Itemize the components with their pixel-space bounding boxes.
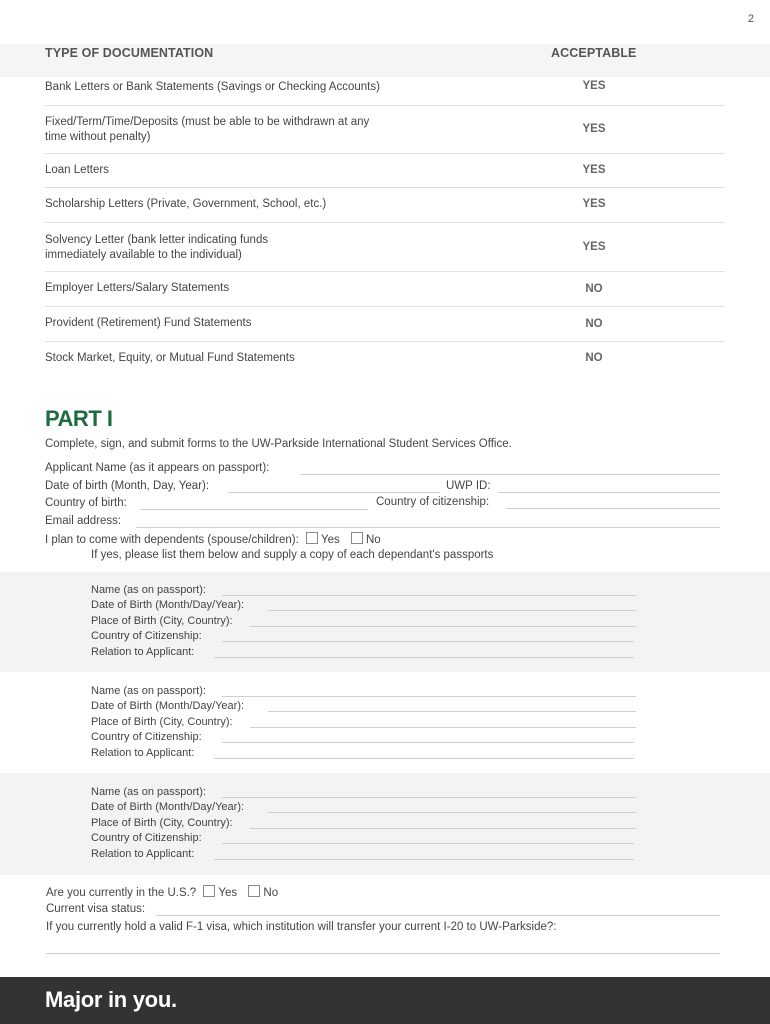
row-text: Solvency Letter (bank letter indicating funds immediately available to the individual)	[45, 234, 269, 261]
in-us-no-checkbox[interactable]	[248, 885, 260, 897]
dob-label: Date of birth (Month, Day, Year):	[45, 480, 210, 492]
dependents-yes-checkbox[interactable]	[306, 532, 318, 544]
dep-pob-label: Place of Birth (City, Country):	[91, 615, 233, 627]
part-title: PART I	[45, 406, 113, 431]
dep-citizenship-field[interactable]	[222, 641, 634, 642]
yes-label: Yes	[321, 534, 340, 546]
dep-citizenship-field[interactable]	[222, 742, 634, 743]
dep-dob-label: Date of Birth (Month/Day/Year):	[91, 801, 245, 813]
dep-relation-field[interactable]	[214, 657, 634, 658]
dep-pob-label: Place of Birth (City, Country):	[91, 817, 233, 829]
country-birth-label: Country of birth:	[45, 497, 127, 509]
dep-citizenship-field[interactable]	[222, 843, 634, 844]
dep-relation-label: Relation to Applicant:	[91, 747, 195, 759]
header-type: TYPE OF DOCUMENTATION	[45, 46, 214, 60]
uwp-id-label: UWP ID:	[446, 480, 491, 492]
row-text: Scholarship Letters (Private, Government, School, etc.)	[45, 198, 327, 210]
page-number: 2	[747, 13, 754, 25]
in-us-label: Are you currently in the U.S.?	[46, 887, 197, 899]
row-value: NO	[585, 318, 603, 330]
table-row	[45, 307, 725, 342]
visa-status-label: Current visa status:	[46, 903, 146, 915]
dep-relation-label: Relation to Applicant:	[91, 848, 195, 860]
dep-name-label: Name (as on passport):	[91, 584, 206, 596]
email-field[interactable]	[136, 527, 720, 528]
in-us-question	[46, 885, 278, 899]
dep-pob-label: Place of Birth (City, Country):	[91, 716, 233, 728]
dep-citizenship-label: Country of Citizenship:	[91, 832, 202, 844]
dob-field[interactable]	[228, 492, 440, 493]
dep-name-field[interactable]	[222, 595, 636, 596]
footer-bar	[0, 977, 770, 1024]
table-row	[45, 342, 725, 376]
dependents-question	[45, 532, 381, 546]
country-birth-field[interactable]	[140, 509, 368, 510]
row-text: Stock Market, Equity, or Mutual Fund Statements	[45, 352, 295, 364]
dep-citizenship-label: Country of Citizenship:	[91, 630, 202, 642]
row-value: YES	[582, 123, 606, 135]
row-text: Provident (Retirement) Fund Statements	[45, 317, 252, 329]
visa-status-field[interactable]	[156, 915, 720, 916]
dep-dob-label: Date of Birth (Month/Day/Year):	[91, 599, 245, 611]
dep-relation-field[interactable]	[214, 859, 634, 860]
dep-pob-field[interactable]	[250, 727, 636, 728]
dep-dob-field[interactable]	[268, 812, 636, 813]
dependent-block-2	[0, 672, 770, 773]
dep-dob-field[interactable]	[268, 610, 636, 611]
email-label: Email address:	[45, 515, 122, 527]
table-row	[45, 272, 725, 307]
dep-relation-label: Relation to Applicant:	[91, 646, 195, 658]
dep-name-field[interactable]	[222, 696, 636, 697]
dep-pob-field[interactable]	[250, 828, 636, 829]
row-value: NO	[585, 352, 603, 364]
documentation-table	[0, 44, 770, 376]
table-header	[0, 44, 770, 77]
uwp-id-field[interactable]	[498, 492, 720, 493]
footer-tagline: Major in you.	[45, 987, 177, 1012]
f1-institution-field[interactable]	[46, 953, 720, 954]
row-value: YES	[582, 241, 606, 253]
row-value: YES	[582, 198, 606, 210]
dep-name-label: Name (as on passport):	[91, 786, 206, 798]
dependent-block-1	[0, 572, 770, 672]
row-text: Fixed/Term/Time/Deposits (must be able to be withdrawn at any time without penalty)	[45, 116, 370, 143]
table-row	[45, 106, 725, 154]
table-row	[45, 223, 725, 272]
header-acceptable: ACCEPTABLE	[551, 46, 637, 60]
row-value: YES	[582, 164, 606, 176]
applicant-name-label: Applicant Name (as it appears on passport):	[45, 462, 270, 474]
dep-name-label: Name (as on passport):	[91, 685, 206, 697]
dependent-block-3	[0, 773, 770, 875]
row-value: YES	[582, 80, 606, 92]
dep-name-field[interactable]	[222, 797, 636, 798]
row-text: Bank Letters or Bank Statements (Savings or Checking Accounts)	[45, 81, 380, 93]
f1-question: If you currently hold a valid F-1 visa, which institution will transfer your current I-20 to UW-Parkside?:	[46, 921, 557, 933]
country-citizenship-field[interactable]	[506, 508, 720, 509]
dependents-no-checkbox[interactable]	[351, 532, 363, 544]
table-row	[45, 77, 725, 106]
yes-label: Yes	[218, 887, 238, 899]
instructions: Complete, sign, and submit forms to the UW-Parkside International Student Services Office.	[45, 438, 512, 450]
row-value: NO	[585, 283, 603, 295]
dep-relation-field[interactable]	[214, 758, 634, 759]
dependents-note: If yes, please list them below and supply a copy of each dependant's passports	[91, 549, 494, 561]
in-us-yes-checkbox[interactable]	[203, 885, 215, 897]
dep-citizenship-label: Country of Citizenship:	[91, 731, 202, 743]
row-text: Employer Letters/Salary Statements	[45, 282, 230, 294]
dependents-label: I plan to come with dependents (spouse/children):	[45, 534, 299, 546]
table-row	[45, 154, 725, 188]
dep-dob-label: Date of Birth (Month/Day/Year):	[91, 700, 245, 712]
dep-pob-field[interactable]	[250, 626, 636, 627]
row-text: Loan Letters	[45, 164, 109, 176]
no-label: No	[365, 534, 381, 546]
table-row	[45, 188, 725, 223]
applicant-name-field[interactable]	[300, 474, 720, 475]
dep-dob-field[interactable]	[268, 711, 636, 712]
country-citizenship-label: Country of citizenship:	[376, 496, 490, 508]
no-label: No	[263, 887, 279, 899]
